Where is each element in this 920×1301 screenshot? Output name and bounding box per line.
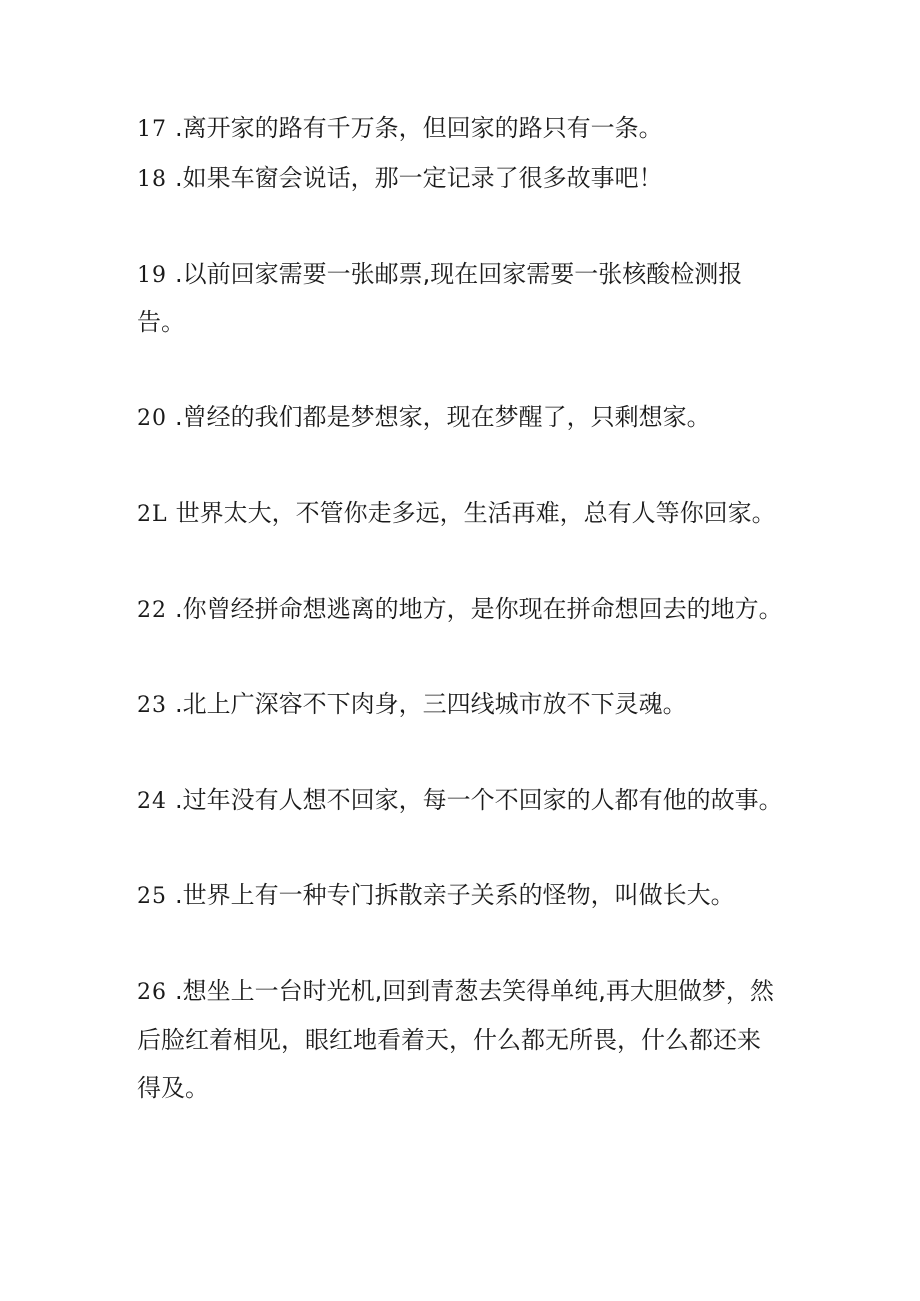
item-text: 后脸红着相见，眼红地看着天，什么都无所畏，什么都还来 (137, 1026, 761, 1054)
item-text: 告。 (137, 308, 185, 336)
item-number: 22 (137, 598, 167, 623)
item-text: 得及。 (137, 1074, 209, 1102)
item-19 (137, 258, 742, 292)
item-text: .北上广深容不下肉身，三四线城市放不下灵魂。 (175, 690, 687, 718)
item-21 (137, 497, 776, 531)
item-number: 2L (137, 502, 168, 527)
item-text: .你曾经拼命想逃离的地方，是你现在拼命想回去的地方。 (175, 595, 783, 623)
item-number: 26 (137, 980, 167, 1005)
item-number: 24 (137, 789, 167, 814)
item-17 (137, 112, 663, 146)
item-text: .过年没有人想不回家，每一个不回家的人都有他的故事。 (175, 786, 783, 814)
item-text: .想坐上一台时光机,回到青葱去笑得单纯,再大胆做梦，然 (175, 977, 774, 1005)
item-26-continuation (137, 1072, 209, 1104)
item-25 (137, 879, 735, 913)
item-23 (137, 688, 687, 722)
item-number: 25 (137, 884, 167, 909)
item-26-continuation (137, 1024, 761, 1056)
item-text: .以前回家需要一张邮票,现在回家需要一张核酸检测报 (175, 260, 743, 288)
item-24 (137, 784, 783, 818)
item-18 (137, 162, 663, 196)
item-20 (137, 401, 711, 435)
item-text: .如果车窗会说话，那一定记录了很多故事吧！ (175, 164, 663, 192)
item-text: .曾经的我们都是梦想家，现在梦醒了，只剩想家。 (175, 403, 711, 431)
item-number: 19 (137, 263, 167, 288)
item-26 (137, 975, 774, 1009)
item-19-continuation (137, 306, 185, 338)
item-text: 世界太大，不管你走多远，生活再难，总有人等你回家。 (175, 499, 776, 527)
item-number: 17 (137, 117, 167, 142)
item-text: .世界上有一种专门拆散亲子关系的怪物，叫做长大。 (175, 881, 735, 909)
item-number: 20 (137, 406, 167, 431)
item-number: 18 (137, 167, 167, 192)
item-number: 23 (137, 693, 167, 718)
item-text: .离开家的路有千万条，但回家的路只有一条。 (175, 114, 663, 142)
item-22 (137, 593, 783, 627)
